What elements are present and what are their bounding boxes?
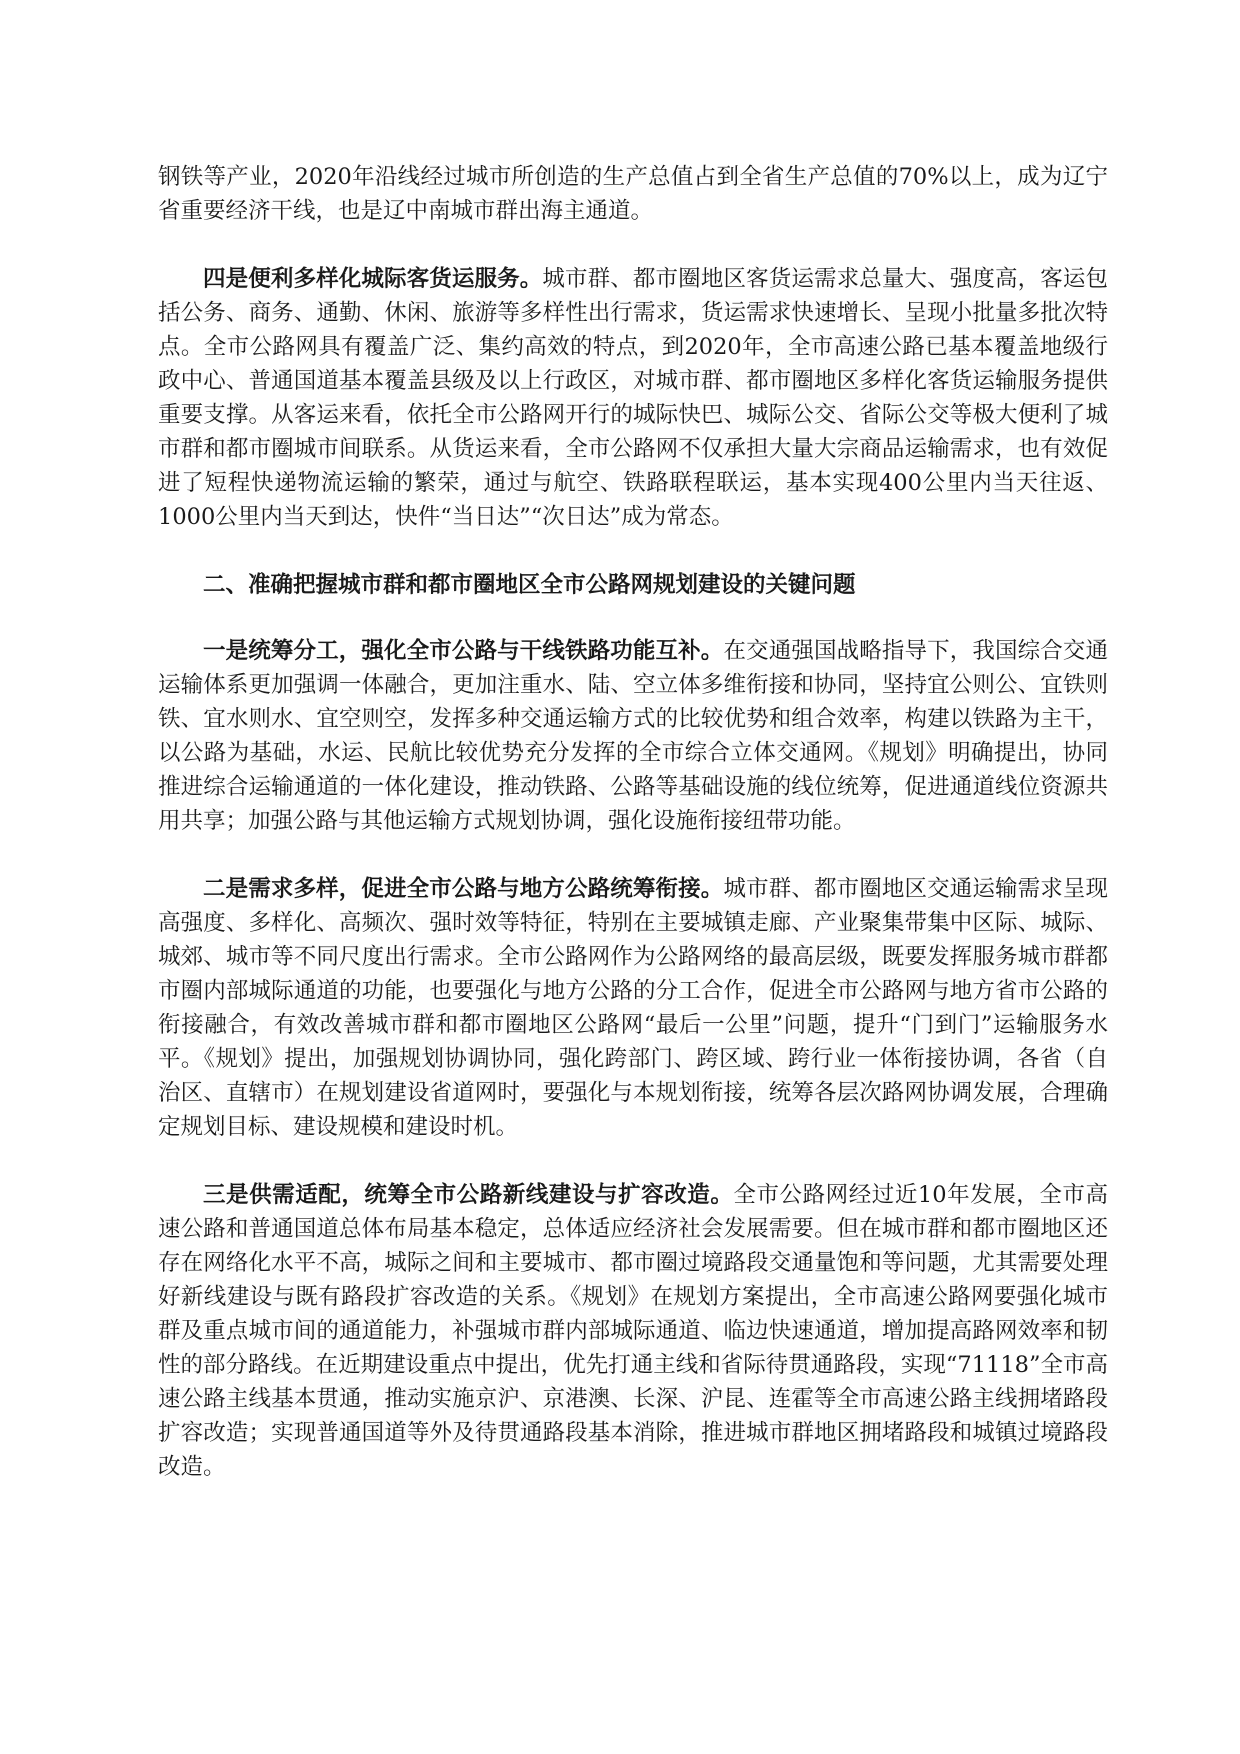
paragraph-text: 城市群、都市圈地区交通运输需求呈现高强度、多样化、高频次、强时效等特征，特别在主要城镇走廊、产业聚集带集中区际、城际、城郊、城市等不同尺度出行需求。全市公路网作为公路网络的最高层级，既要发挥服务城市群都市圈内部城际通道的功能，也要强化与地方公路的分工合作，促进全市公路网与地方省市公路的衔接融合，有效改善城市群和都市圈地区公路网“最后一公里”问题，提升“门到门”运输服务水平。《规划》提出，加强规划协调协同，强化跨部门、跨区域、跨行业一体衔接协调，各省（自治区、直辖市）在规划建设省道网时，要强化与本规划衔接，统筹各层次路网协调发展，合理确定规划目标、建设规模和建设时机。: [158, 876, 1108, 1140]
paragraph-lead: 三是供需适配，统筹全市公路新线建设与扩容改造。: [203, 1182, 734, 1208]
paragraph-text: 钢铁等产业，2020年沿线经过城市所创造的生产总值占到全省生产总值的70%以上，成为辽宁省重要经济干线，也是辽中南城市群出海主通道。: [158, 164, 1108, 224]
paragraph-point-three: [158, 1178, 1108, 1484]
paragraph-text: 在交通强国战略指导下，我国综合交通运输体系更加强调一体融合，更加注重水、陆、空立体多维衔接和协同，坚持宜公则公、宜铁则铁、宜水则水、宜空则空，发挥多种交通运输方式的比较优势和组合效率，构建以铁路为主干，以公路为基础，水运、民航比较优势充分发挥的全市综合立体交通网。《规划》明确提出，协同推进综合运输通道的一体化建设，推动铁路、公路等基础设施的线位统筹，促进通道线位资源共用共享；加强公路与其他运输方式规划协调，强化设施衔接纽带功能。: [158, 638, 1108, 834]
paragraph-continuation: [158, 160, 1108, 228]
paragraph-lead: 四是便利多样化城际客货运服务。: [203, 266, 543, 292]
paragraph-point-one: [158, 634, 1108, 838]
document-body: [158, 160, 1108, 1518]
paragraph-point-two: [158, 872, 1108, 1144]
paragraph-text: 城市群、都市圈地区客货运需求总量大、强度高，客运包括公务、商务、通勤、休闲、旅游等多样性出行需求，货运需求快速增长、呈现小批量多批次特点。全市公路网具有覆盖广泛、集约高效的特点，到2020年，全市高速公路已基本覆盖地级行政中心、普通国道基本覆盖县级及以上行政区，对城市群、都市圈地区多样化客货运输服务提供重要支撑。从客运来看，依托全市公路网开行的城际快巴、城际公交、省际公交等极大便利了城市群和都市圈城市间联系。从货运来看，全市公路网不仅承担大量大宗商品运输需求，也有效促进了短程快递物流运输的繁荣，通过与航空、铁路联程联运，基本实现400公里内当天往返、1000公里内当天到达，快件“当日达”“次日达”成为常态。: [158, 266, 1108, 530]
paragraph-lead: 二是需求多样，促进全市公路与地方公路统筹衔接。: [203, 876, 724, 902]
paragraph-lead: 一是统筹分工，强化全市公路与干线铁路功能互补。: [203, 638, 724, 664]
paragraph-point-four: [158, 262, 1108, 534]
section-heading: 二、准确把握城市群和都市圈地区全市公路网规划建设的关键问题: [203, 572, 856, 598]
paragraph-text: 全市公路网经过近10年发展，全市高速公路和普通国道总体布局基本稳定，总体适应经济社会发展需要。但在城市群和都市圈地区还存在网络化水平不高，城际之间和主要城市、都市圈过境路段交通量饱和等问题，尤其需要处理好新线建设与既有路段扩容改造的关系。《规划》在规划方案提出，全市高速公路网要强化城市群及重点城市间的通道能力，补强城市群内部城际通道、临边快速通道，增加提高路网效率和韧性的部分路线。在近期建设重点中提出，优先打通主线和省际待贯通路段，实现“71118”全市高速公路主线基本贯通，推动实施京沪、京港澳、长深、沪昆、连霍等全市高速公路主线拥堵路段扩容改造；实现普通国道等外及待贯通路段基本消除，推进城市群地区拥堵路段和城镇过境路段改造。: [158, 1182, 1108, 1480]
